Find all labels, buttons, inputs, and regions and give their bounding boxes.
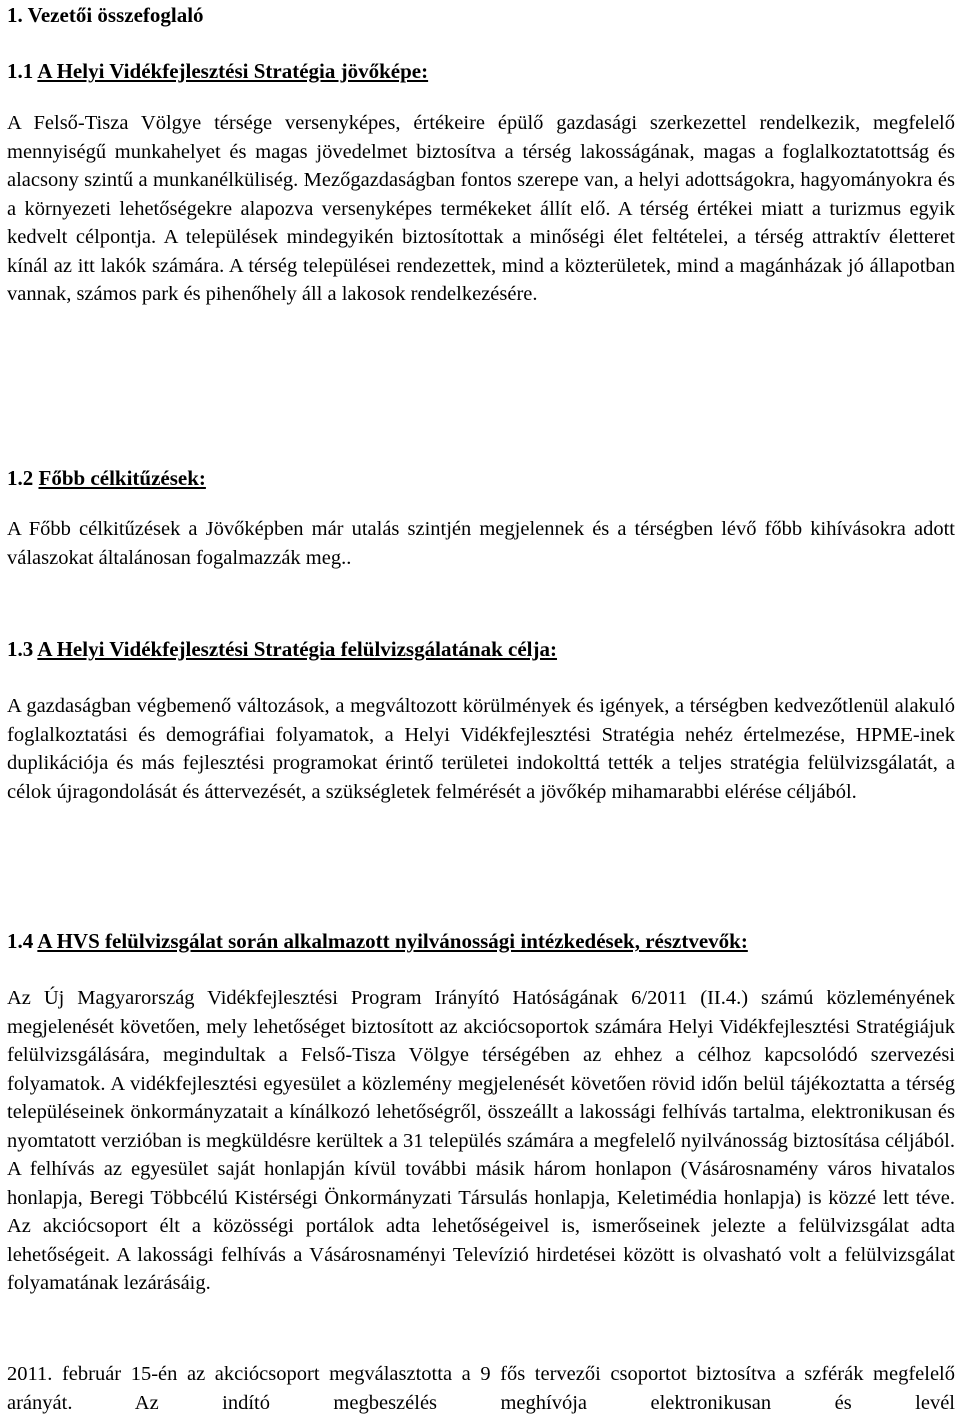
section-1-1-heading: [7, 58, 428, 85]
section-1-3-heading: [7, 636, 557, 663]
section-1-2-number: 1.2: [7, 466, 39, 490]
section-1-2-heading: [7, 465, 206, 492]
section-1-2-title: Főbb célkitűzések:: [38, 466, 206, 490]
section-1-3-body: A gazdaságban végbemenő változások, a megváltozott körülmények és igények, a térségben kedvezőtlenül alakuló foglalkoztatási és demográfiai folyamatok, a Helyi Vidékfejlesztési Stratégia nehéz értelmezése, HPME-inek duplikációja és más fejlesztési programokat érintő területei indokolttá tették a teljes stratégia felülvizsgálatát, a célok újragondolását és áttervezését, a szükségletek felmérését a jövőkép mihamarabbi elérése céljából.: [7, 695, 955, 803]
section-1-2-body: A Főbb célkitűzések a Jövőképben már utalás szintjén megjelennek és a térségben lévő főbb kihívásokra adott válaszokat általánosan fogalmazzák meg..: [7, 518, 955, 569]
section-1-1-number: 1.1: [7, 59, 38, 83]
section-1-3-number: 1.3: [7, 637, 38, 661]
section-1-3-title: A Helyi Vidékfejlesztési Stratégia felülvizsgálatának célja:: [37, 637, 558, 661]
section-1-4-heading: [7, 928, 748, 955]
section-1-4-body-continued: 2011. február 15-én az akciócsoport megválasztotta a 9 fős tervezői csoportot biztosítva a szférák megfelelő arányát. Az indító megbeszélés meghívója elektronikusan és levél: [7, 1363, 955, 1414]
section-1-4-title: A HVS felülvizsgálat során alkalmazott nyilvánossági intézkedések, résztvevők:: [37, 929, 748, 953]
section-1-1-body: A Felső-Tisza Völgye térsége versenyképes, értékeire épülő gazdasági szerkezettel rendelkezik, megfelelő mennyiségű munkahelyet és magas jövedelmet biztosítva a térség lakosságának, magas a foglalkoztatottság és alacsony szintű a munkanélküliség. Mezőgazdaságban fontos szerepe van, a helyi adottságokra, hagyományokra és a környezeti lehetőségekre alapozva versenyképes termékeket állít elő. A térség értékei miatt a turizmus egyik kedvelt célpontja. A települések mindegyikén biztosítottak a minőségi élet feltételei, a térség attraktív életteret kínál az itt lakók számára. A térség települései rendezettek, mind a közterületek, mind a magánházak jó állapotban vannak, számos park és pihenőhely áll a lakosok rendelkezésére.: [7, 112, 955, 305]
section-1-heading: 1. Vezetői összefoglaló: [7, 3, 204, 27]
section-1-4-body: Az Új Magyarország Vidékfejlesztési Program Irányító Hatóságának 6/2011 (II.4.) számú közleményének megjelenését követően, mely lehetőséget biztosított az akciócsoportok számára Helyi Vidékfejlesztési Stratégiájuk felülvizsgálására, megindultak a Felső-Tisza Völgye térségében az ehhez a célhoz kapcsolódó szervezési folyamatok. A vidékfejlesztési egyesület a közlemény megjelenését követően rövid időn belül tájékoztatta a térség településeinek önkormányzatait a kínálkozó lehetőségről, összeállt a lakossági felhívás tartalma, elektronikusan és nyomtatott verzióban is megküldésre kerültek a 31 település számára a megfelelő nyilvánosság biztosítása céljából. A felhívás az egyesület saját honlapján kívül további másik három honlapon (Vásárosnamény város hivatalos honlapja, Beregi Többcélú Kistérségi Önkormányzati Társulás honlapja, Keletimédia honlapja) is közzé lett téve. Az akciócsoport élt a közösségi portálok adta lehetőségeivel is, ismerőseinek jelezte a felülvizsgálat adta lehetőségeit. A lakossági felhívás a Vásárosnaményi Televízió hirdetései között is olvasható volt a felülvizsgálat folyamatának lezárásáig.: [7, 987, 955, 1294]
section-1-4-number: 1.4: [7, 929, 38, 953]
section-1-1-title: A Helyi Vidékfejlesztési Stratégia jövőképe:: [37, 59, 429, 83]
